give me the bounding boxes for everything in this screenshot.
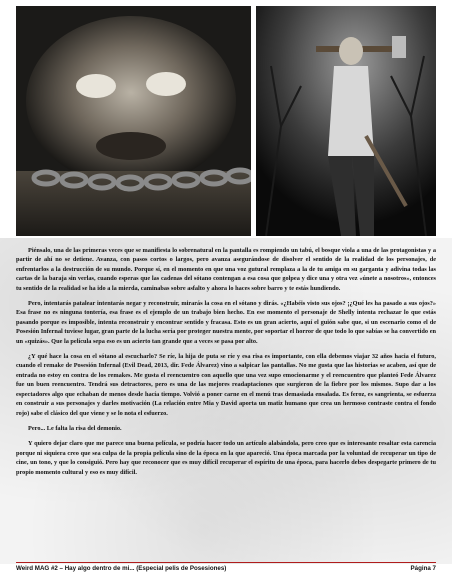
page-footer xyxy=(16,565,436,577)
footer-divider xyxy=(16,562,436,563)
footer-title: Weird MAG #2 – Hay algo dentro de mi... (Especial pelis de Posesiones) xyxy=(16,565,227,572)
paragraph-1: Piénsalo, una de las primeras veces que se manifiesta lo sobrenatural en la pantalla es rompiendo un tabú, el bosque viola a una de las protagonistas y a partir de ahí no se detiene. Avanza, con pasos cortos o largos, pero avanza asegurándose de disolver el sentido de la realidad de los personajes, de enfrentarlos a la destrucción de su mundo. Porque sí, en el momento en que una voz gutural remplaza a la de tu amiga en su garganta y adivina todas las cartas de la baraja sin verlas, cuando esperas que las cadenas del sótano contengan a esa cosa que golpea y dice una y otra vez «únete a nosotros», entonces tu sentido de la realidad se ha ido a la mierda, caminabas sobre asfalto y ahora lo haces sobre barro y te estás hundiendo. xyxy=(16,247,436,292)
paragraph-5: Y quiero dejar claro que me parece una buena película, se podría hacer todo un artículo alabándola, pero creo que es interesante resaltar esta carencia porque ni siquiera creo que sea culpa de la propia película sino de la época en la que apareció. Una época marcada por la voluntad de recuperar un tipo de cine, un tono, y que lo consiguió. Pero hay que reconocer que es muy difícil recuperar el espíritu de una época, para hacerlo debes despegarte primero de tu propio momento cultural y eso es muy difícil. xyxy=(16,440,436,476)
page-number: Página 7 xyxy=(410,565,436,572)
possessed-face-photo xyxy=(16,6,251,236)
man-with-axe-photo xyxy=(256,6,436,236)
paragraph-3: ¿Y qué hace la cosa en el sótano al escucharlo? Se ríe, la hija de puta se ríe y esa risa es importante, con ella debemos viajar 32 años hacia el futuro, cuando el remake de Posesión Infernal (Evil Dead, 2013, dir. Fede Álvarez) vino a salpicar las pantallas. No me gusta que las historias se acaben, así que de entrada no estoy en contra de los remakes. Me gusta el reencuentro con aquello que una vez supo emocionarme y el reencuentro que planteó Fede Álvarez fue un buen reencuentro. Tendrá sus detractores, pero es una de las mejores readaptaciones que surgieron de la fiebre por los mismos. Supo dar a los espectadores algo que echaban de menos desde hacía tiempo. Volvió a poner carne en el menú tras demasiada ensalada. Es feroz, es sangrienta, se esfuerza en construir a sus personajes y darles motivación (La relación entre Mia y David aporta un matiz humano que crea un hermoso contraste contra el fondo rojo) sabe el clásico del que viene y se lo nota el esfuerzo. xyxy=(16,353,436,417)
article-body xyxy=(16,246,436,483)
paragraph-2: Pero, intentarás patalear intentarás negar y reconstruir, mirarás la cosa en el sótano y dirás. «¿Habéis visto sus ojos? ¡¿Qué les ha pasado a sus ojos?» Esa frase no es ninguna tontería, esa frase es el ejemplo de un trabajo bien hecho. En ese momento el personaje de Shelly intenta rechazar lo que estás pasando porque es imposible, intenta reconstruir y encontrar sentido y fracasa. Esto es un gran acierto, aquí el guión sabe que, si un escenario como el de Posesión Infernal tuviese lugar, gran parte de la lucha sería por proteger nuestra mente, por soportar el horror de que todo lo que sabías se ha convertido en un «quizás». Que la película sepa eso es un acierto tan grande que a veces se pasa por alto. xyxy=(16,300,436,345)
paragraph-4: Pero... Le falta la risa del demonio. xyxy=(28,424,122,432)
